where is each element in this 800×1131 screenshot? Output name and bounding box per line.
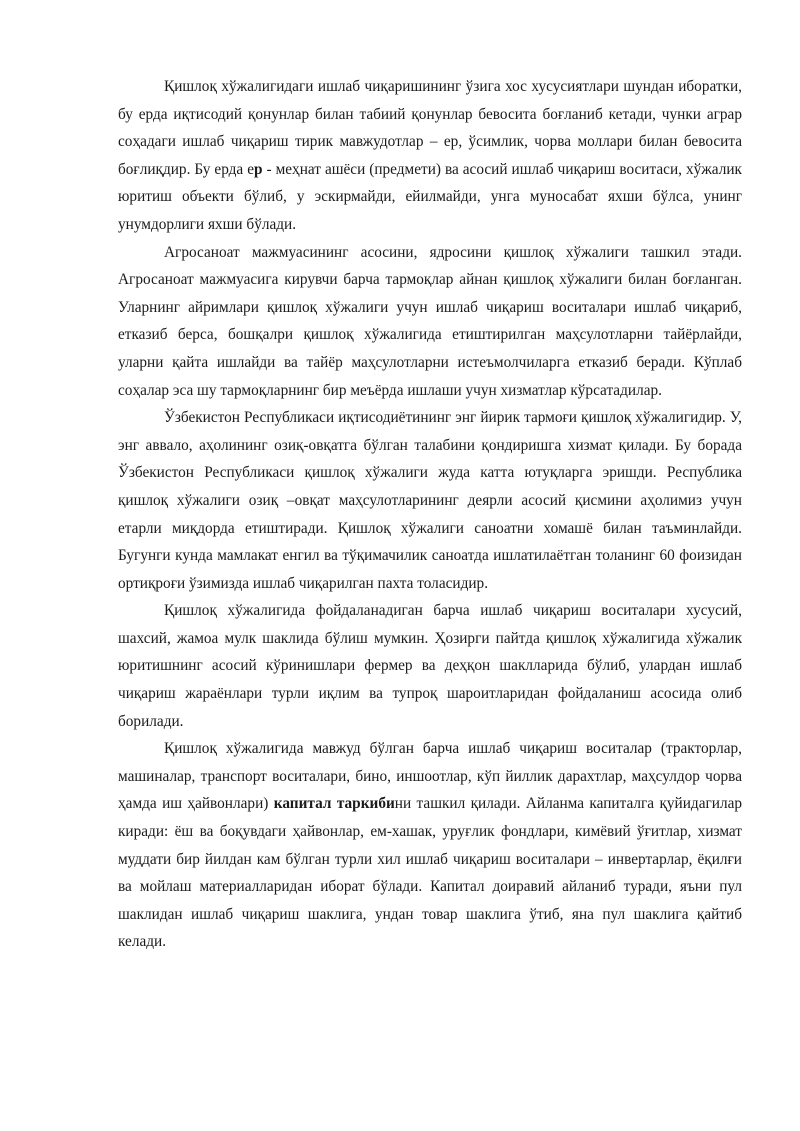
paragraph-1-bold: р bbox=[254, 160, 263, 178]
paragraph-4 bbox=[118, 597, 742, 735]
paragraph-4-text: Қишлоқ хўжалигида фойдаланадиган барча ишлаб чиқариш воситалари хусусий, шахсий, жамоа мулк шаклида бўлиш мумкин. Ҳозирги пайтда қишлоқ хўжалигида хўжалик юритишнинг асосий кўринишлари фермер ва деҳқон шаклларида бўлиб, улардан ишлаб чиқариш жараёнлари турли иқлим ва тупроқ шароитларидан фойдаланиш асосида олиб борилади. bbox=[118, 602, 742, 730]
paragraph-3 bbox=[118, 404, 742, 597]
paragraph-5-bold: капитал таркиби bbox=[273, 795, 395, 813]
paragraph-5 bbox=[118, 735, 742, 956]
paragraph-1-text: Қишлоқ хўжалигидаги ишлаб чиқаришининг ўзига хос хусусиятлари шундан иборатки, бу ерда иқтисодий қонунлар билан табиий қонунлар бевосита боғланиб кетади, чунки аграр соҳадаги ишлаб чиқариш тирик мавжудотлар – ер, ўсимлик, чорва моллари билан бевосита боғлиқдир. Бу ерда е bbox=[118, 78, 742, 178]
paragraph-3-text: Ўзбекистон Республикаси иқтисодиётининг энг йирик тармоғи қишлоқ хўжалигидир. У, энг аввало, аҳолининг озиқ-овқатга бўлган талабини қондиришга хизмат қилади. Бу борада Ўзбекистон Республикаси қишлоқ хўжалиги жуда катта ютуқларга эришди. Республика қишлоқ хўжалиги озиқ –овқат маҳсулотларининг деярли асосий қисмини аҳолимиз учун етарли миқдорда етиштиради. Қишлоқ хўжалиги саноатни хомашё билан таъминлайди. Бугунги кунда мамлакат енгил ва тўқимачилик саноатда ишлатилаётган толанинг 60 фоизидан ортиқроғи ўзимизда ишлаб чиқарилган пахта толасидир. bbox=[118, 409, 742, 592]
document-page bbox=[118, 73, 742, 956]
paragraph-2 bbox=[118, 239, 742, 405]
paragraph-5-after: ни ташкил қилади. Айланма капиталга қуйидагилар киради: ёш ва боқувдаги ҳайвонлар, ем-хашак, уруғлик фондлари, кимёвий ўғитлар, хизмат муддати бир йилдан кам бўлган турли хил ишлаб чиқариш воситалари – инвертарлар, ёқилғи ва мойлаш материалларидан иборат бўлади. Капитал доиравий айланиб туради, яъни пул шаклидан ишлаб чиқариш шаклига, ундан товар шаклига ўтиб, яна пул шаклига қайтиб келади. bbox=[118, 795, 743, 951]
paragraph-2-text: Агросаноат мажмуасининг асосини, ядросини қишлоқ хўжалиги ташкил этади. Агросаноат мажмуасига кирувчи барча тармоқлар айнан қишлоқ хўжалиги билан боғланган. Уларнинг айримлари қишлоқ хўжалиги учун ишлаб чиқариш воситалари ишлаб чиқариб, етказиб берса, бошқалри қишлоқ хўжалигида етиштирилган маҳсулотларни тайёрлайди, уларни қайта ишлайди ва тайёр маҳсулотларни истеъмолчиларга етказиб беради. Кўплаб соҳалар эса шу тармоқларнинг бир меъёрда ишлаши учун хизматлар кўрсатадилар. bbox=[118, 243, 742, 399]
paragraph-5-text: Қишлоқ хўжалигида мавжуд бўлган барча ишлаб чиқариш воситалар (тракторлар, машиналар, транспорт воситалари, бино, иншоотлар, кўп йиллик дарахтлар, маҳсулдор чорва ҳамда иш ҳайвонлари) bbox=[118, 740, 742, 813]
paragraph-1 bbox=[118, 73, 742, 239]
paragraph-1-after: - меҳнат ашёси (предмети) ва асосий ишлаб чиқариш воситаси, хўжалик юритиш объекти бўлиб, у эскирмайди, ейилмайди, унга муносабат яхши бўлса, унинг унумдорлиги яхши бўлади. bbox=[118, 160, 742, 233]
